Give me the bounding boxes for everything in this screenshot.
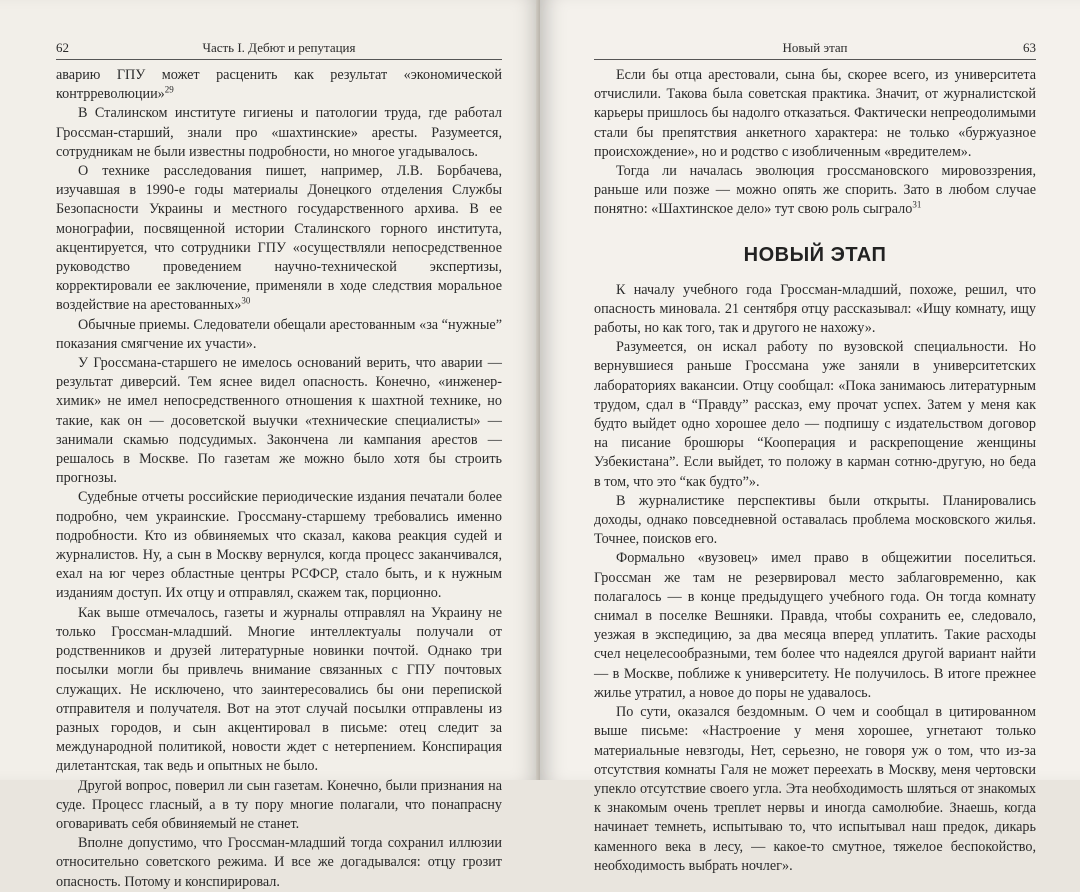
right-page [540,0,1080,874]
paragraph [56,354,502,488]
paragraph [594,549,1036,703]
paragraph [56,604,502,777]
paragraph [594,703,1036,876]
paragraph [56,162,502,316]
footnote-ref: 31 [912,199,922,210]
paragraph [594,66,1036,162]
left-page-text [56,66,502,892]
paragraph-text: У Гроссмана-старшего не имелось оснований верить, что аварии — результат диверсий. Тем яснее видел опасность. Конечно, «инженер-химик» не имел непосредственного отношения к шахтной технике, но такие, как он — досоветской выучки «технические специалисты» — занимали скамью подсудимых. Закончена ли кампания арестов — решалось в Москве. По газетам же можно было хотя бы строить прогнозы. [56,355,502,487]
paragraph-text: В журналистике перспективы были открыты. Планировались доходы, однако повседневной оставалась проблема московского жилья. Точнее, поисков его. [594,492,1036,548]
right-page-text-after [594,281,1036,876]
paragraph [56,777,502,835]
footnote-ref: 30 [241,295,251,306]
paragraph [56,316,502,354]
paragraph-text: Обычные приемы. Следователи обещали арестованным «за “нужные” показания смягчение их участи». [56,316,502,352]
paragraph-text: Разумеется, он искал работу по вузовской специальности. Но вернувшиеся раньше Гроссмана уже заняли в университетских лабораториях вакансии. Отцу сообщал: «Пока занимаюсь литературным трудом, сдал в “Правду” рассказ, ему прочат успех. Затем у меня как будто выйдет одно хорошее дело — подпишу с издательством договор на писание брошюры “Кооперация и раскрепощение женщины Узбекистана”. Если выйдет, то положу в карман сотню-другую, но беда в том, что это “как будто”». [594,339,1036,490]
paragraph-text: Вполне допустимо, что Гроссман-младший тогда сохранил иллюзии относительно советского режима. И все же догадывался: отцу грозит опасность. Потому и конспирировал. [56,835,502,890]
paragraph [594,338,1036,492]
paragraph-text: Тогда ли началась эволюция гроссмановского мировоззрения, раньше или позже — можно опять же спорить. Зато в любом случае понятно: «Шахтинское дело» тут свою роль сыграло [594,163,1036,218]
paragraph-text: Формально «вузовец» имел право в общежитии поселиться. Гроссман же там не резервировал место заблаговременно, как полагалось — в конце предыдущего учебного года. Он тогда комнату снимал в поселке Вешняки. Правда, чтобы сохранить ее, следовало, уезжая в экспедицию, за два месяца вперед уплатить. Такие расходы счел нецелесообразными, тем более что надеялся другой вариант найти — в Москве, поближе к университету. Не получилось. В итоге прежнее жилье утратил, а новое до поры не удавалось. [594,550,1036,701]
left-running-title: Часть I. Дебют и репутация [202,40,356,55]
section-heading: НОВЫЙ ЭТАП [743,243,887,266]
left-page-number: 62 [56,40,69,55]
paragraph [56,104,502,162]
left-page [0,0,540,890]
paragraph-text: аварию ГПУ может расценить как результат «экономической контрреволюции» [56,67,502,103]
right-page-text-before [594,66,1036,220]
paragraph-text: В Сталинском институте гигиены и патологии труда, где работал Гроссман-старший, знали про «шахтинские» аресты. Разумеется, сотрудникам не были известны подробности, но многое угадывалось. [56,105,502,160]
paragraph-text: Судебные отчеты российские периодические издания печатали более подробно, чем украинские. Гроссману-старшему требовались именно подробности. Кто из обвиняемых что сказал, какова реакция судей и журналистов. Ну, а сын в Москву вернулся, когда процесс заканчивался, ехал на юг через областные центры РСФСР, стало быть, и к нужным изданиям доступ. Их отцу и отправлял, скажем так, порционно. [56,489,502,602]
paragraph [56,488,502,603]
paragraph-text: По сути, оказался бездомным. О чем и сообщал в цитированном выше письме: «Настроение у меня хорошее, угнетают только материальные невзгоды, Нет, серьезно, не говоря уж о том, что из-за отсутствия комнаты Галя не может переехать в Москву, меня чертовски упекло отсутствие своего угла. Эта необходимость шляться от знакомых к знакомым очень треплет нервы и иногда самолюбие. Знаешь, когда начинает темнеть, испытываю то, что испытывал наш предок, дикарь каменного века в лесу, — какое-то смутное, тяжелое беспокойство, необходимость выбрать ночлег». [594,704,1036,874]
paragraph-text: Как выше отмечалось, газеты и журналы отправлял на Украину не только Гроссман-младший. Многие интеллектуалы получали от родственников и друзей литературные новинки почтой. Однако три посылки могли бы привлечь внимание связанных с ГПУ почтовых служащих. Не исключено, что заинтересовались бы они перепиской отправителя и получателя. Вот на этот случай посылки отправлены из разных городов, и сын акцентировал в письме: отец следит за международной политикой, новости ждет с нетерпением. Конспирация дилетантская, так ведь и опытных не было. [56,604,502,775]
right-page-number: 63 [1023,40,1036,55]
paragraph-text: О технике расследования пишет, например, Л.В. Борбачева, изучавшая в 1990-е годы материалы Донецкого отделения Службы Безопасности Украины и местного государственного архива. В ее монографии, посвященной истории Сталинского горного института, акцентируется, что сотрудники ГПУ «осуществляли непосредственное руководство проведением научно-технической экспертизы, корректировали ее заключение, применяли в ходе следствия моральное воздействие на арестованных» [56,163,502,314]
paragraph [594,492,1036,550]
paragraph [594,281,1036,339]
paragraph-text: К началу учебного года Гроссман-младший, похоже, решил, что опасность миновала. 21 сентября отцу рассказывал: «Ищу комнату, ищу работы, но как того, так и другого не нахожу». [594,281,1036,337]
paragraph-text: Если бы отца арестовали, сына бы, скорее всего, из университета отчислили. Такова была советская практика. Значит, от журналистской карьеры пришлось бы надолго отказаться. Фактически непреодолимыми стали бы препятствия анкетного характера: не только «буржуазное происхождение», но и родство с изобличенным «вредителем». [594,67,1036,160]
right-running-title: Новый этап [782,40,848,55]
paragraph [56,834,502,892]
right-running-head [594,36,1036,60]
footnote-ref: 29 [164,84,174,95]
left-running-head [56,36,502,60]
paragraph [594,162,1036,220]
paragraph-text: Другой вопрос, поверил ли сын газетам. Конечно, были признания на суде. Процесс гласный, а в ту пору многие полагали, что понапрасну оговаривать себя обвиняемый не станет. [56,777,502,832]
paragraph [56,66,502,104]
